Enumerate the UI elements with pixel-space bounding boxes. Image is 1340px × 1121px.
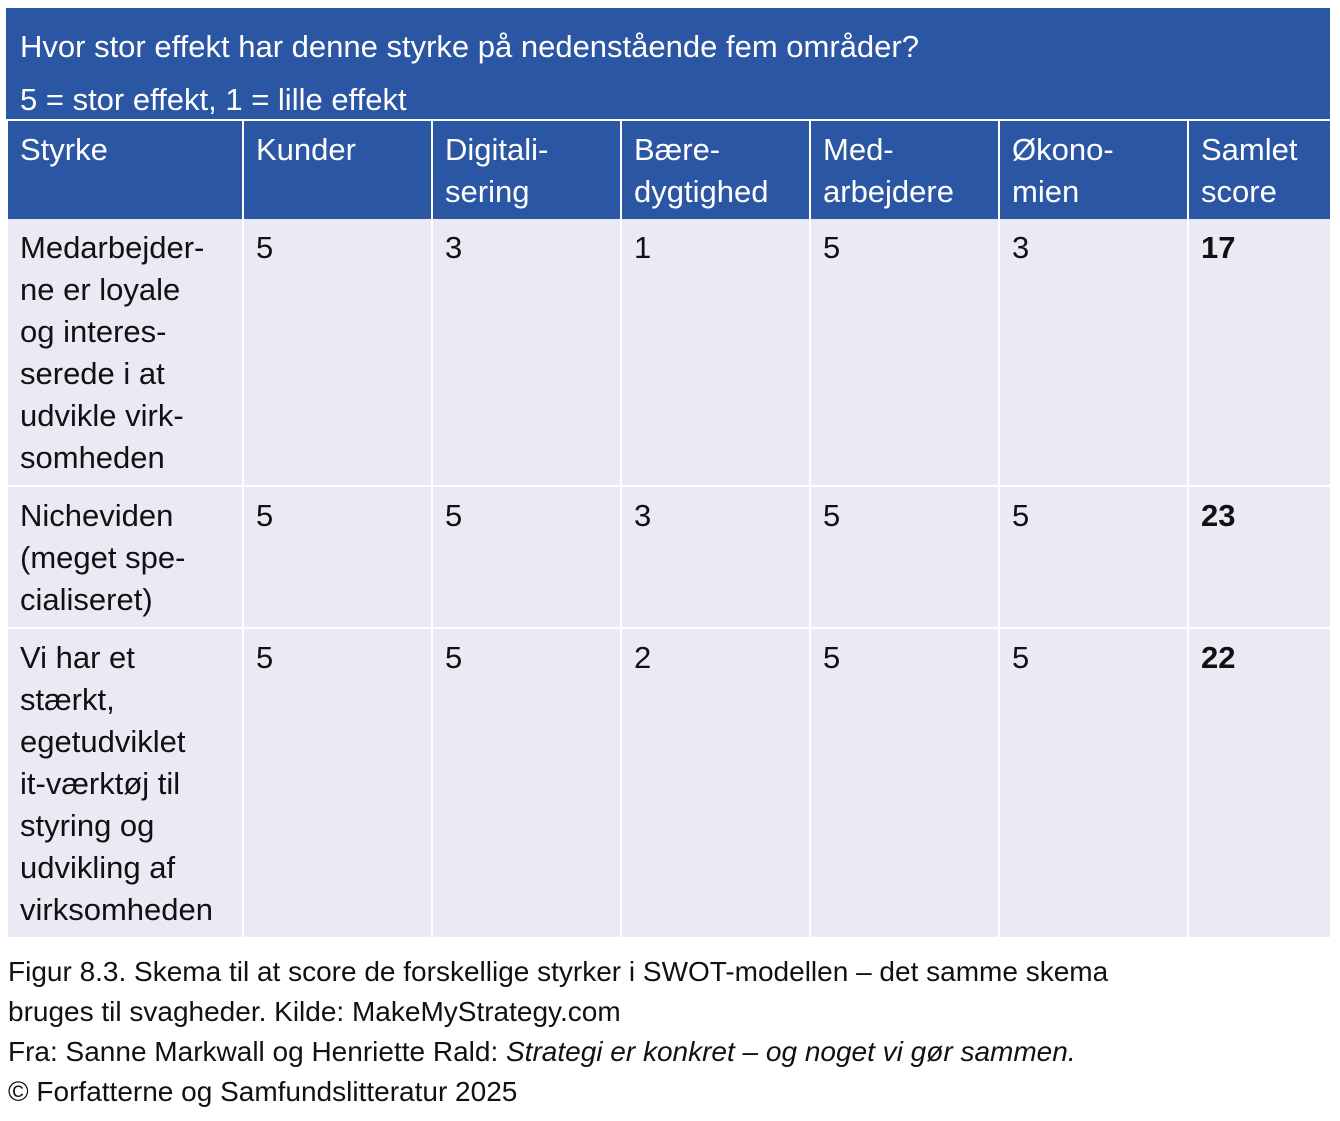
scoring-figure — [6, 8, 1330, 939]
caption-source-prefix: Fra: Sanne Markwall og Henriette Rald: — [8, 1036, 506, 1067]
caption-line-2: bruges til svagheder. Kilde: MakeMyStrategy.com — [8, 996, 621, 1027]
strength-cell: Vi har et stærkt, egetudviklet it-værktøj til styring og udvikling af virksomheden — [7, 628, 243, 938]
score-kunder: 5 — [243, 486, 432, 628]
score-okonomien: 5 — [999, 486, 1188, 628]
caption-source-line — [8, 1032, 1328, 1072]
column-header-kunder: Kunder — [243, 121, 432, 219]
column-header-okonomien: Økono- mien — [999, 121, 1188, 219]
score-okonomien: 3 — [999, 219, 1188, 486]
table-row — [7, 486, 1331, 628]
score-kunder: 5 — [243, 219, 432, 486]
column-header-styrke: Styrke — [7, 121, 243, 219]
table-row — [7, 219, 1331, 486]
score-baeredygtighed: 2 — [621, 628, 810, 938]
table-title-bar — [6, 8, 1330, 119]
table-header-row — [7, 121, 1331, 219]
score-digitalisering: 5 — [432, 628, 621, 938]
strength-cell: Medarbejder- ne er loyale og interes- serede i at udvikle virk- somheden — [7, 219, 243, 486]
caption-book-title: Strategi er konkret – og noget vi gør sammen. — [506, 1036, 1076, 1067]
score-medarbejdere: 5 — [810, 628, 999, 938]
strength-cell: Nicheviden (meget spe- cialiseret) — [7, 486, 243, 628]
score-baeredygtighed: 1 — [621, 219, 810, 486]
score-total: 23 — [1188, 486, 1331, 628]
score-kunder: 5 — [243, 628, 432, 938]
score-total: 17 — [1188, 219, 1331, 486]
column-header-samlet-score: Samlet score — [1188, 121, 1331, 219]
score-total: 22 — [1188, 628, 1331, 938]
table-row — [7, 628, 1331, 938]
score-medarbejdere: 5 — [810, 219, 999, 486]
score-medarbejdere: 5 — [810, 486, 999, 628]
strength-score-table — [6, 121, 1332, 939]
caption-copyright: © Forfatterne og Samfundslitteratur 2025 — [8, 1076, 518, 1107]
caption-line-1: Figur 8.3. Skema til at score de forskellige styrker i SWOT-modellen – det samme skema — [8, 956, 1109, 987]
table-scale-note: 5 = stor effekt, 1 = lille effekt — [20, 82, 407, 117]
column-header-medarbejdere: Med- arbejdere — [810, 121, 999, 219]
figure-caption — [8, 952, 1328, 1112]
column-header-digitalisering: Digitali- sering — [432, 121, 621, 219]
table-question: Hvor stor effekt har denne styrke på nedenstående fem områder? — [20, 29, 919, 64]
score-digitalisering: 3 — [432, 219, 621, 486]
score-baeredygtighed: 3 — [621, 486, 810, 628]
score-digitalisering: 5 — [432, 486, 621, 628]
column-header-baeredygtighed: Bære- dygtighed — [621, 121, 810, 219]
score-okonomien: 5 — [999, 628, 1188, 938]
